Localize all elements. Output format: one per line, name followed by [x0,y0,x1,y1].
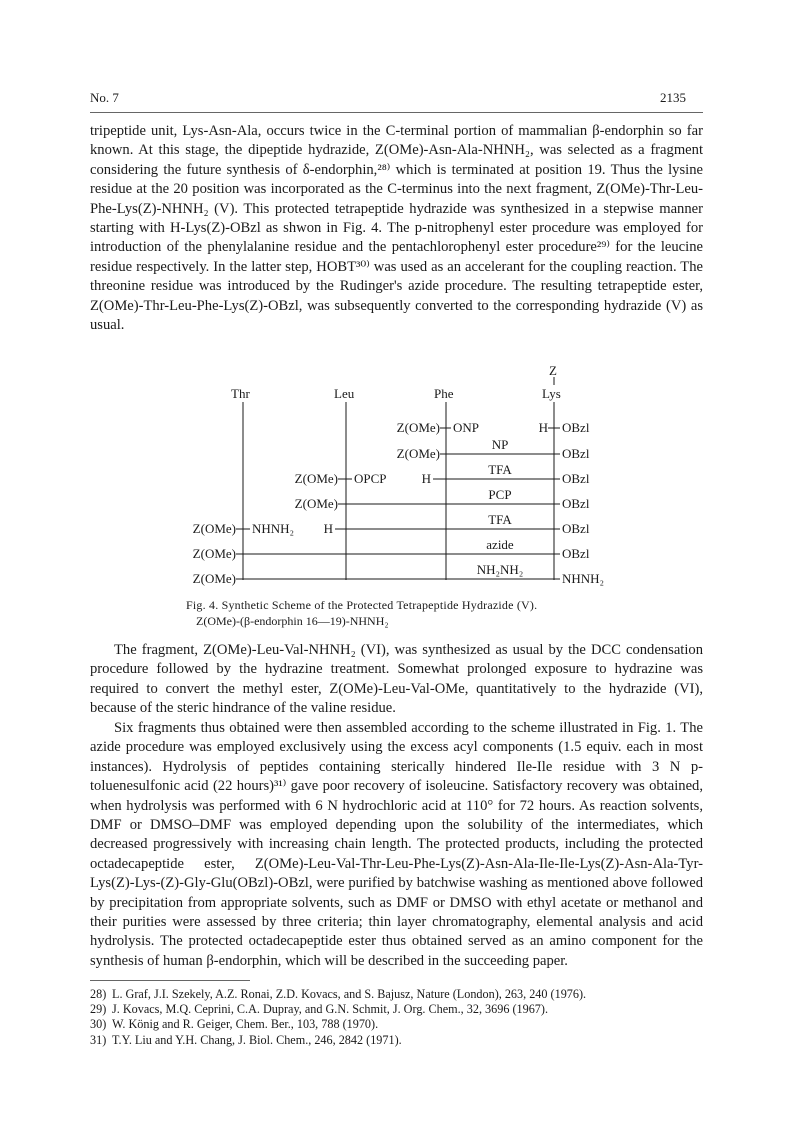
scheme-row-3-reagent: TFA [488,462,512,477]
running-header-issue: No. 7 [90,90,119,105]
footnote-rule [90,980,250,981]
scheme-row-3-n-group: OPCP [354,471,387,486]
scheme-row-6-reagent: azide [486,537,514,552]
scheme-row-5-left: Z(OMe) [192,521,236,536]
scheme-row-5-reagent: TFA [488,512,512,527]
scheme-row-4-left: Z(OMe) [294,496,338,511]
scheme-row-1-n-group: ONP [453,420,480,435]
side-chain-label: Z [549,363,557,378]
scheme-row-3-right: OBzl [562,471,590,486]
column-label-lys: Lys [542,386,561,401]
scheme-row-7-left: Z(OMe) [192,571,236,586]
body-paragraph-1: tripeptide unit, Lys-Asn-Ala, occurs twice in the C-terminal portion of mammalian β-endorphin so far known. At this stage, the dipeptide hydrazide, Z(OMe)-Asn-Ala-NHNH₂, was selected as a fragment considering the future synthesis of δ-endorphin,²⁸⁾ which is terminated at position 19. Thus the lysine residue at the 20 position was incorporated as the C-terminus into the next fragment, Z(OMe)-Thr-Leu-Phe-Lys(Z)-NHNH₂ (V). This protected tetrapeptide hydrazide was synthesized in a stepwise manner starting with H-Lys(Z)-OBzl as shwon in Fig. 4. The p-nitrophenyl ester procedure was employed for introduction of the phenylalanine residue and the pentachlorophenyl ester procedure²⁹⁾ for the leucine residue respectively. In the latter step, HOBT³⁰⁾ was used as an accelerant for the coupling reaction. The threonine residue was introduced by the Rudinger's azide procedure. The resulting tetrapeptide ester, Z(OMe)-Thr-Leu-Phe-Lys(Z)-OBzl, was subsequently converted to the corresponding hydrazide (V) as usual. [90,123,703,334]
footnote-28: 28) L. Graf, J.I. Szekely, A.Z. Ronai, Z.D. Kovacs, and S. Bajusz, Nature (London), 263, 240 (1976). [90,987,587,1001]
scheme-row-7-reagent: NH₂NH₂ [476,562,524,577]
column-label-phe: Phe [434,386,454,401]
header-rule [90,112,703,113]
scheme-row-5-n-group: NHNH₂ [252,521,295,536]
figure-caption: Fig. 4. Synthetic Scheme of the Protected Tetrapeptide Hydrazide (V). [186,598,538,612]
scheme-row-4-right: OBzl [562,496,590,511]
body-paragraph-3: Six fragments thus obtained were then assembled according to the scheme illustrated in Fig. 1. The azide procedure was employed exclusively using the excess acyl components (1.5 equiv. each in most instances). Hydrolysis of peptides containing sterically hindered Ile-Ile residue with 3 N p-toluenesulfonic acid (22 hours)³¹⁾ gave poor recovery of isoleucine. Satisfactory recovery was obtained, when hydrolysis was performed with 6 N hydrochloric acid at 110° for 72 hours. As reaction solvents, DMF or DMSO–DMF was employed depending upon the solubility of the intermediates, which decreased progressively with increasing chain length. The protected products, including the protected octadecapeptide ester, Z(OMe)-Leu-Val-Thr-Leu-Phe-Lys(Z)-Asn-Ala-Ile-Ile-Lys(Z)-Asn-Ala-Tyr-Lys(Z)-Lys-(Z)-Gly-Glu(OBzl)-OBzl, were purified by batchwise washing as mentioned above followed by precipitation from appropriate solvents, such as DMF or DMSO with ethyl acetate or methanol and their purities were assessed by three criteria; thin layer chromatography, elemental analysis and acid hydrolysis. The protected octadecapeptide ester thus obtained served as an amino component for the synthesis of human β-endorphin, which will be described in the succeeding paper. [90,720,703,969]
scheme-row-1-h: H [538,420,548,435]
scheme-row-6-right: OBzl [562,546,590,561]
scheme-row-2-right: OBzl [562,446,590,461]
scheme-row-6-left: Z(OMe) [192,546,236,561]
footnotes [90,987,710,1048]
scheme-row-7-right: NHNH₂ [562,571,605,586]
scheme-row-5-right: OBzl [562,521,590,536]
scheme-row-2-reagent: NP [491,437,509,452]
scheme-row-4-reagent: PCP [488,487,512,502]
page-number: 2135 [660,90,686,105]
scheme-row-5-h: H [323,521,333,536]
footnote-31: 31) T.Y. Liu and Y.H. Chang, J. Biol. Chem., 246, 2842 (1971). [90,1032,402,1047]
scheme-row-2-left: Z(OMe) [396,446,440,461]
column-label-leu: Leu [334,386,355,401]
footnote-29: 29) J. Kovacs, M.Q. Ceprini, C.A. Dupray, and G.N. Schmit, J. Org. Chem., 32, 3696 (1967). [90,1002,549,1017]
body-paragraph-2: The fragment, Z(OMe)-Leu-Val-NHNH₂ (VI), was synthesized as usual by the DCC condensation procedure followed by the hydrazine treatment. Somewhat prolonged exposure to hydrazine was required to convert the methyl ester, Z(OMe)-Leu-Val-OMe, quantitatively to the hydrazide (VI), because of the steric hindrance of the valine residue. [90,642,703,717]
scheme-row-1-right: OBzl [562,420,590,435]
footnote-30: 30) W. König and R. Geiger, Chem. Ber., 103, 788 (1970). [90,1017,379,1032]
scheme-row-3-left: Z(OMe) [294,471,338,486]
column-label-thr: Thr [231,386,250,401]
figure-caption-formula: Z(OMe)-(β-endorphin 16—19)-NHNH₂ [196,614,389,628]
scheme-row-3-h: H [421,471,431,486]
scheme-row-1-left: Z(OMe) [396,420,440,435]
